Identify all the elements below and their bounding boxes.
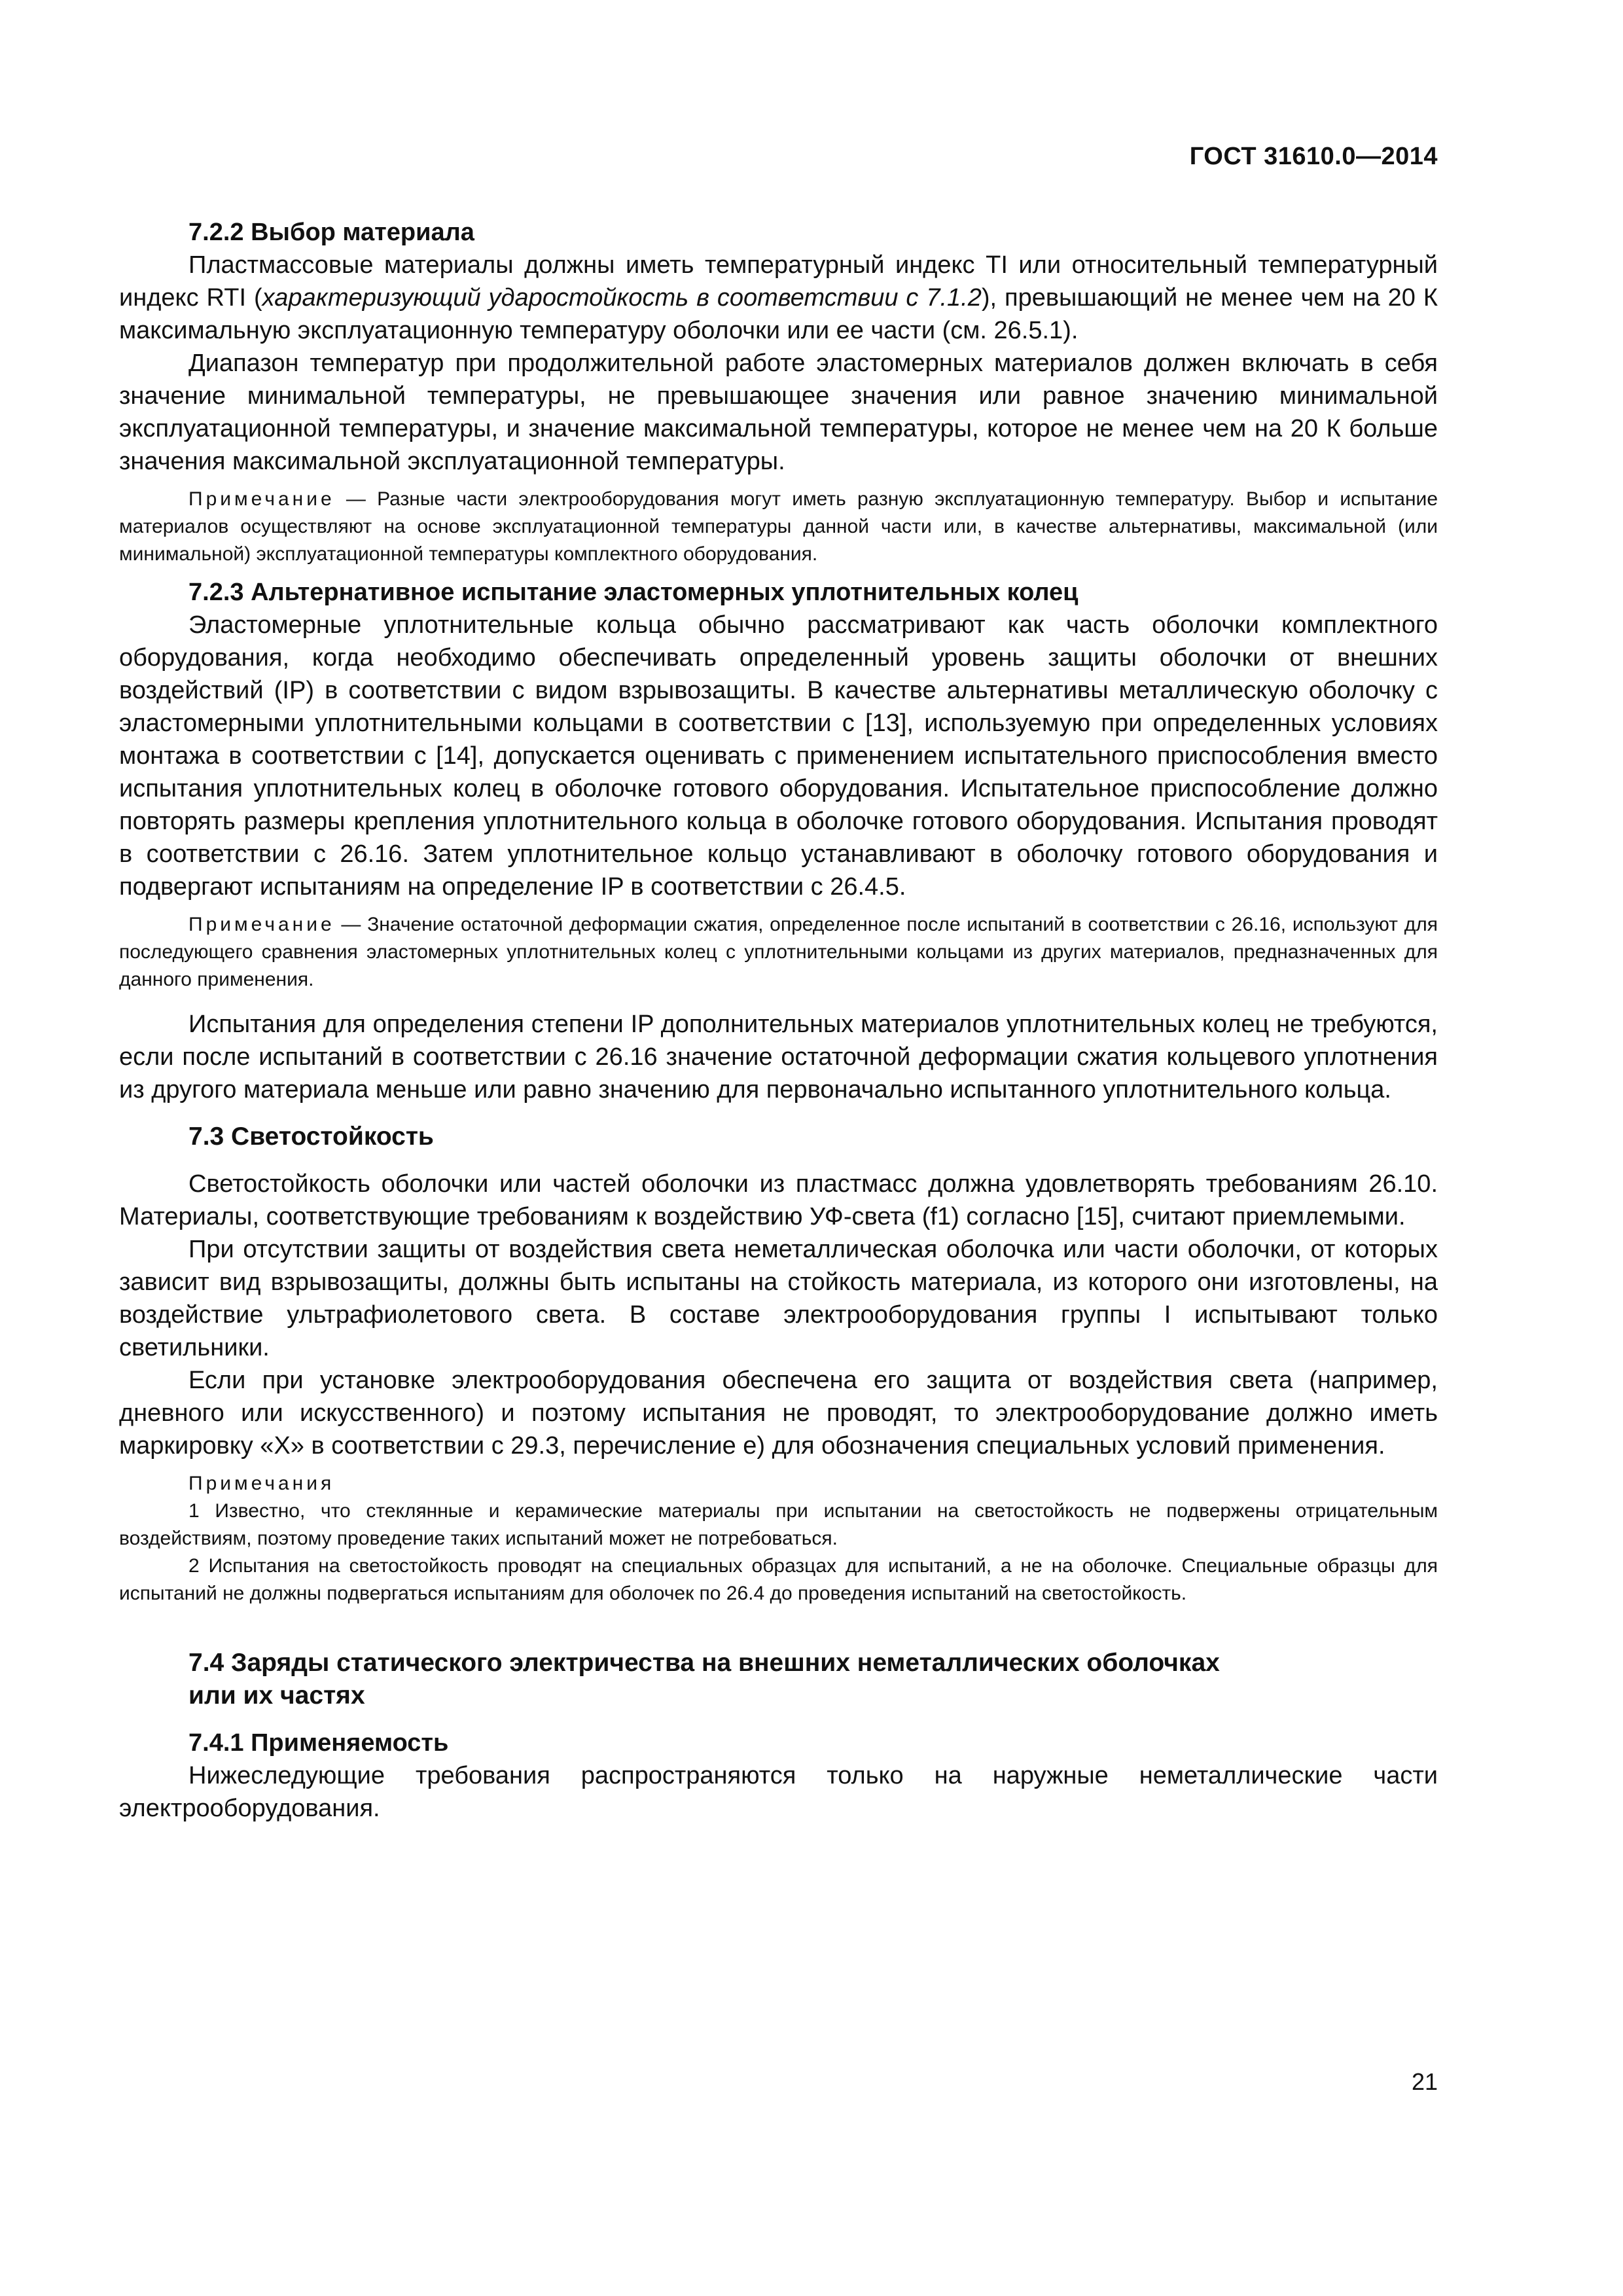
- note-label: Примечание: [188, 914, 335, 935]
- note-text: — Значение остаточной деформации сжатия, определенное после испытаний в соответствии с 26.16, используют для последующего сравнения эластомерных уплотнительных колец с уплотнительными кольцами из других материалов, предназначенных для данного применения.: [119, 914, 1438, 990]
- paragraph: При отсутствии защиты от воздействия света неметаллическая оболочка или части оболочки, от которых зависит вид взрывозащиты, должны быть испытаны на стойкость материала, из которого они изготовлены, на воздействие ультрафиолетового света. В составе электрооборудования группы I испытывают только светильники.: [119, 1236, 1438, 1361]
- section-heading-7-2-2: 7.2.2 Выбор материала: [188, 219, 474, 246]
- section-heading-7-2-3: 7.2.3 Альтернативное испытание эластомерных уплотнительных колец: [188, 579, 1079, 606]
- page-number: 21: [1411, 2068, 1438, 2095]
- note-text: — Разные части электрооборудования могут иметь разную эксплуатационную температуру. Выбор и испытание материалов осуществляют на основе эксплуатационной температуры данной части или, в качестве альтернативы, максимальной (или минимальной) эксплуатационной температуры комплектного оборудования.: [119, 488, 1438, 565]
- paragraph: Эластомерные уплотнительные кольца обычно рассматривают как часть оболочки комплектного оборудования, когда необходимо обеспечивать определенный уровень защиты оболочки от внешних воздействий (IP) в соответствии с видом взрывозащиты. В качестве альтернативы металлическую оболочку с эластомерными уплотнительными кольцами в соответствии с [13], используемую при определенных условиях монтажа в соответствии с [14], допускается оценивать с применением испытательного приспособления вместо испытания уплотнительных колец в оболочке готового оборудования. Испытательное приспособление должно повторять размеры крепления уплотнительного кольца в оболочке готового оборудования. Испытания проводят в соответствии с 26.16. Затем уплотнительное кольцо устанавливают в оболочку готового оборудования и подвергают испытаниям на определение IP в соответствии с 26.4.5.: [119, 611, 1438, 901]
- section-heading-7-4: [119, 1647, 1438, 1712]
- note-item: 1 Известно, что стеклянные и керамические материалы при испытании на светостойкость не подвержены отрицательным воздействиям, поэтому проведение таких испытаний может не потребоваться.: [119, 1500, 1438, 1549]
- paragraph: Нижеследующие требования распространяются только на наружные неметаллические части электрооборудования.: [119, 1762, 1438, 1822]
- note-label: Примечание: [188, 488, 335, 510]
- page-content: [119, 216, 1438, 1825]
- document-code-header: ГОСТ 31610.0—2014: [1189, 143, 1438, 170]
- paragraph: Испытания для определения степени IP дополнительных материалов уплотнительных колец не требуются, если после испытаний в соответствии с 26.16 значение остаточной деформации сжатия кольцевого уплотнения из другого материала меньше или равно значению для первоначально испытанного уплотнительного кольца.: [119, 1011, 1438, 1103]
- note: [119, 486, 1438, 568]
- heading-line: 7.4 Заряды статического электричества на внешних неметаллических оболочках: [188, 1649, 1220, 1677]
- italic-text-run: характеризующий ударостойкость в соответствии с 7.1.2: [262, 284, 982, 312]
- note: [119, 911, 1438, 994]
- paragraph: Если при установке электрооборудования обеспечена его защита от воздействия света (например, дневного или искусственного) и поэтому испытания не проводят, то электрооборудование должно иметь маркировку «X» в соответствии с 29.3, перечисление е) для обозначения специальных условий применения.: [119, 1367, 1438, 1460]
- text-run: Пластмассовые материалы должны иметь температурный индекс TI или относительный температурный индекс RTI (: [119, 251, 1438, 312]
- section-heading-7-4-1: 7.4.1 Применяемость: [188, 1729, 449, 1757]
- paragraph: Светостойкость оболочки или частей оболочки из пластмасс должна удовлетворять требованиям 26.10. Материалы, соответствующие требованиям к воздействию УФ-света (f1) согласно [15], считают приемлемыми.: [119, 1170, 1438, 1230]
- heading-line: или их частях: [188, 1681, 365, 1710]
- text-run: ), превышающий не менее чем на 20 К максимальную эксплуатационную температуру оболочки или ее части (см. 26.5.1).: [119, 284, 1438, 344]
- note-item: 2 Испытания на светостойкость проводят на специальных образцах для испытаний, а не на оболочке. Специальные образцы для испытаний не должны подвергаться испытаниям для оболочек по 26.4 до проведения испытаний на светостойкость.: [119, 1555, 1438, 1604]
- paragraph: Диапазон температур при продолжительной работе эластомерных материалов должен включать в себя значение минимальной температуры, не превышающее значения или равное значению минимальной эксплуатационной температуры, и значение максимальной температуры, которое не менее чем на 20 К больше значения максимальной эксплуатационной температуры.: [119, 350, 1438, 475]
- notes-label: Примечания: [188, 1473, 335, 1494]
- section-heading-7-3: 7.3 Светостойкость: [188, 1122, 434, 1151]
- paragraph: [119, 249, 1438, 347]
